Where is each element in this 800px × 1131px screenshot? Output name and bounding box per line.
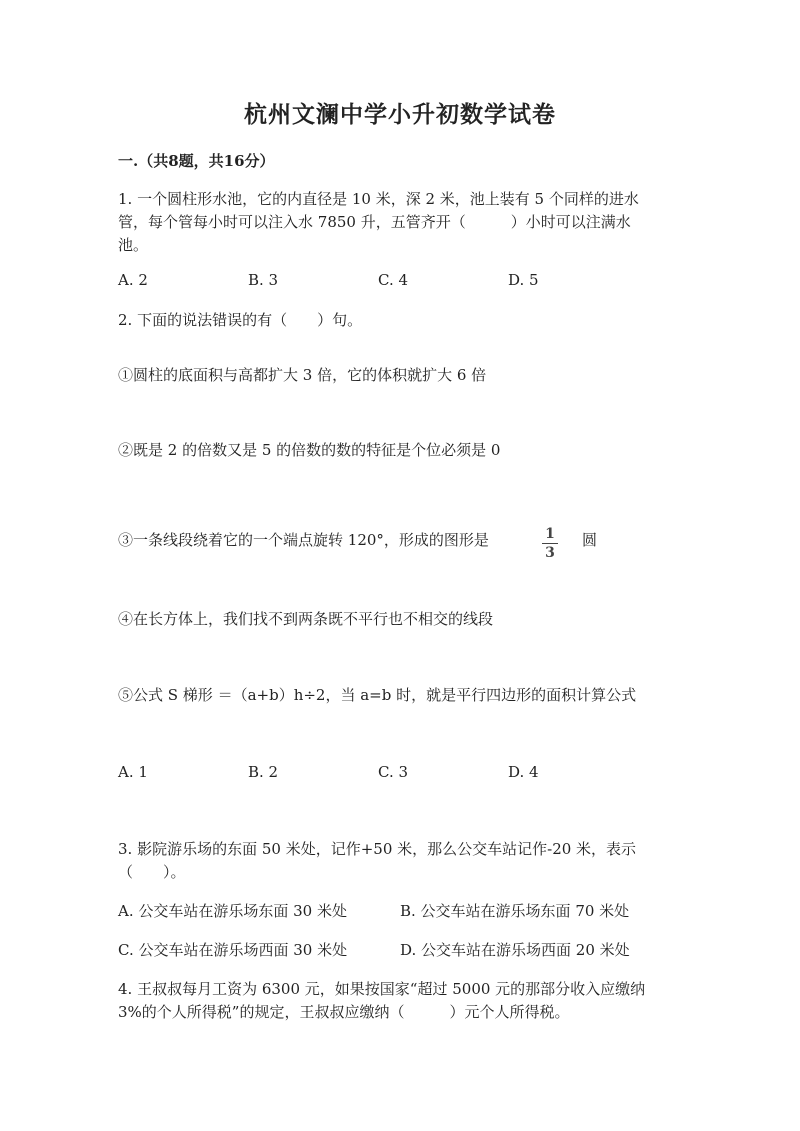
section-heading: 一.（共8题，共16分） [118,152,275,170]
fraction-numerator: 1 [545,526,555,542]
q2-stem: 2. 下面的说法错误的有（ ）句。 [118,311,363,329]
q1-option-d[interactable]: D. 5 [508,271,539,289]
q1-line-1: 1. 一个圆柱形水池，它的内直径是 10 米，深 2 米，池上装有 5 个同样的进水 [118,190,639,208]
q2-option-b[interactable]: B. 2 [248,763,279,781]
q2-statement-3-text: ③一条线段绕着它的一个端点旋转 120°，形成的图形是 [118,531,489,549]
q3-option-c[interactable]: C. 公交车站在游乐场西面 30 米处 [118,941,348,959]
q4-line-2: 3%的个人所得税”的规定，王叔叔应缴纳（ ）元个人所得税。 [118,1003,570,1021]
q3-line-2: （ ）。 [118,863,186,881]
q3-option-b[interactable]: B. 公交车站在游乐场东面 70 米处 [400,902,630,920]
q3-line-1: 3. 影院游乐场的东面 50 米处，记作+50 米，那么公交车站记作-20 米，表示 [118,840,637,858]
q2-statement-5: ⑤公式 S 梯形 ＝（a+b）h÷2，当 a=b 时，就是平行四边形的面积计算公式 [118,686,637,704]
q1-option-a[interactable]: A. 2 [118,271,148,289]
q2-option-d[interactable]: D. 4 [508,763,539,781]
q2-statement-3-suffix: 圆 [582,531,598,549]
q1-line-2: 管，每个管每小时可以注入水 7850 升，五管齐开（ ）小时可以注满水 [118,213,631,231]
q3-option-d[interactable]: D. 公交车站在游乐场西面 20 米处 [400,941,630,959]
q2-statement-4: ④在长方体上，我们找不到两条既不平行也不相交的线段 [118,610,494,628]
fraction-one-third [542,526,558,561]
q2-statement-2: ②既是 2 的倍数又是 5 的倍数的数的特征是个位必须是 0 [118,441,501,459]
fraction-bar [542,543,558,544]
fraction-denominator: 3 [545,545,555,561]
q2-option-c[interactable]: C. 3 [378,763,409,781]
q1-line-3: 池。 [118,236,149,254]
page-title: 杭州文澜中学小升初数学试卷 [244,101,556,128]
q2-statement-1: ①圆柱的底面积与高都扩大 3 倍，它的体积就扩大 6 倍 [118,366,487,384]
q4-line-1: 4. 王叔叔每月工资为 6300 元，如果按国家“超过 5000 元的那部分收入应缴纳 [118,980,646,998]
q1-option-c[interactable]: C. 4 [378,271,409,289]
q2-option-a[interactable]: A. 1 [118,763,148,781]
q3-option-a[interactable]: A. 公交车站在游乐场东面 30 米处 [118,902,347,920]
q1-option-b[interactable]: B. 3 [248,271,279,289]
